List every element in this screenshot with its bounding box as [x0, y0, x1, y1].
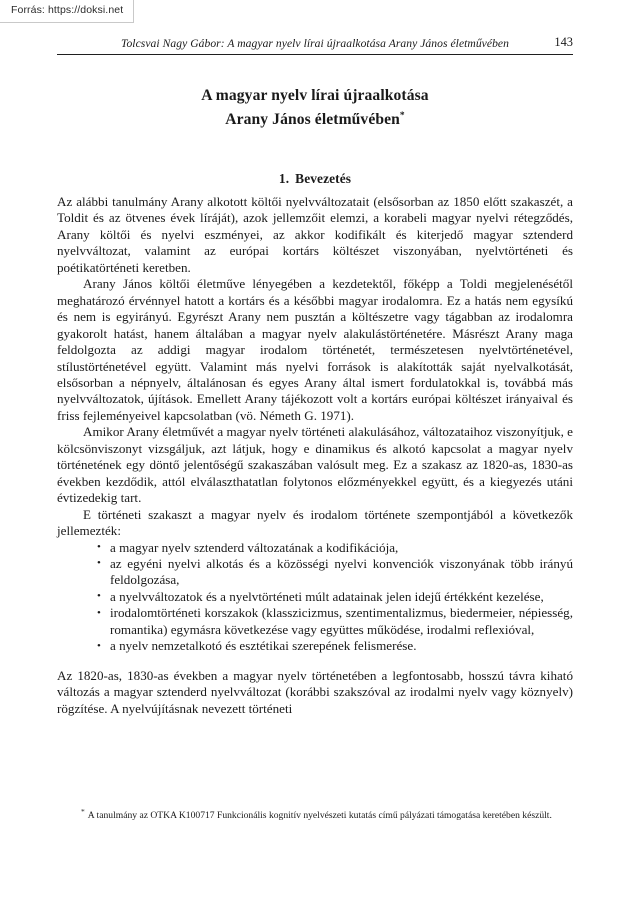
- footnote-marker: *: [81, 807, 85, 816]
- title-footnote-marker: *: [399, 111, 405, 122]
- footnote-text: A tanulmány az OTKA K100717 Funkcionális kognitív nyelvészeti kutatás című pályázati támogatása keretében készült.: [87, 810, 552, 822]
- list-item: • az egyéni nyelvi alkotás és a közösségi nyelvi konvenciók viszonyának több irányú feldolgozása,: [57, 556, 573, 589]
- paragraph-3: Amikor Arany életművét a magyar nyelv történeti alakulásához, változataihoz viszonyítjuk, e kölcsönviszonyt vizsgáljuk, azt látjuk, hogy e dinamikus és alkotó kapcsolat a magyar nyelv történetének egy döntő jelentőségű szakaszában valósult meg. Ez a szakasz az 1820-as, 1830-as években kezdődik, attól elválaszthatatlan folytonos előzményekkel együtt, és a kiegyezés utáni évtizedekig tart.: [57, 424, 573, 506]
- running-header-row: [57, 37, 573, 54]
- list-item: • a nyelv nemzetalkotó és esztétikai szerepének felismerése.: [57, 638, 573, 654]
- source-watermark: Forrás: https://doksi.net: [0, 0, 134, 23]
- list-item: • a nyelvváltozatok és a nyelvtörténeti múlt adatainak jelen idejű értékként kezelése,: [57, 589, 573, 605]
- list-item: • irodalomtörténeti korszakok (klasszicizmus, szentimentalizmus, biedermeier, népiesség, romantika) egymásra következése vagy együttes működése, irodalmi reflexióval,: [57, 605, 573, 638]
- characteristics-list: [57, 540, 573, 655]
- running-header: [57, 37, 573, 59]
- running-header-title: Tolcsvai Nagy Gábor: A magyar nyelv lírai újraalkotása Arany János életművében: [121, 37, 509, 50]
- section-heading: [57, 171, 573, 187]
- paragraph-2: Arany János költői életműve lényegében a kezdetektől, főképp a Toldi megjelenésétől meghatározó érvénnyel hatott a kortárs és a későbbi magyar irodalomra. Ez a hatás nem egysíkú és nem is egyirányú. Egyrészt Arany nem pusztán a költészetre vagy tágabban az irodalomra gyakorolt hatást, hanem általában a magyar nyelv alakulástörténetére. Másrészt Arany maga feldolgozta az addigi magyar irodalom történetét, természetesen nyelvtörténetével, stílustörténetével együtt. Valamint más nyelvi források is alakították saját nyelvalkotását, elsősorban a népnyelv, általánosan és egyes Arany által ismert fordulatokkal is, továbbá más nyelvváltozatok, újítások. Emellett Arany tájékozott volt a kortárs európai költészet irányaival és friss fejleményeivel kapcsolatban (vö. Németh G. 1971).: [57, 276, 573, 423]
- paragraph-closing: Az 1820-as, 1830-as években a magyar nyelv történetében a legfontosabb, hosszú távra kiható változás a magyar sztenderd nyelvváltozat (korábbi szakszóval az irodalmi nyelv vagy köznyelv) rögzítése. A nyelvújításnak nevezett történeti: [57, 667, 573, 716]
- header-rule: [57, 54, 573, 55]
- paragraph-4: E történeti szakaszt a magyar nyelv és irodalom története szempontjából a következők jellemezték:: [57, 506, 573, 539]
- section-label: Bevezetés: [295, 171, 352, 187]
- body-text: [57, 194, 573, 717]
- title-line-1: A magyar nyelv lírai újraalkotása: [201, 87, 429, 105]
- page-number: 143: [554, 35, 573, 49]
- title-line-2: Arany János életművében: [225, 111, 400, 129]
- footnote: [57, 806, 573, 823]
- paragraph-1: Az alábbi tanulmány Arany alkotott költői nyelvváltozatait (elsősorban az 1850 előtt szakaszét, a Toldit és az ötvenes évek líráját), azok jellemzőit elemzi, a korabeli magyar nyelvi rétegződés, Arany költői és nyelvi eszményei, az akkor kodifikált és kiterjedő magyar sztenderd nyelvváltozat, valamint az európai kortárs költészet viszonyában, nyelvtörténeti és poétikatörténeti keretben.: [57, 194, 573, 275]
- list-item: • a magyar nyelv sztenderd változatának a kodifikációja,: [57, 540, 573, 556]
- page-title: [57, 86, 573, 130]
- section-number: 1.: [278, 171, 290, 187]
